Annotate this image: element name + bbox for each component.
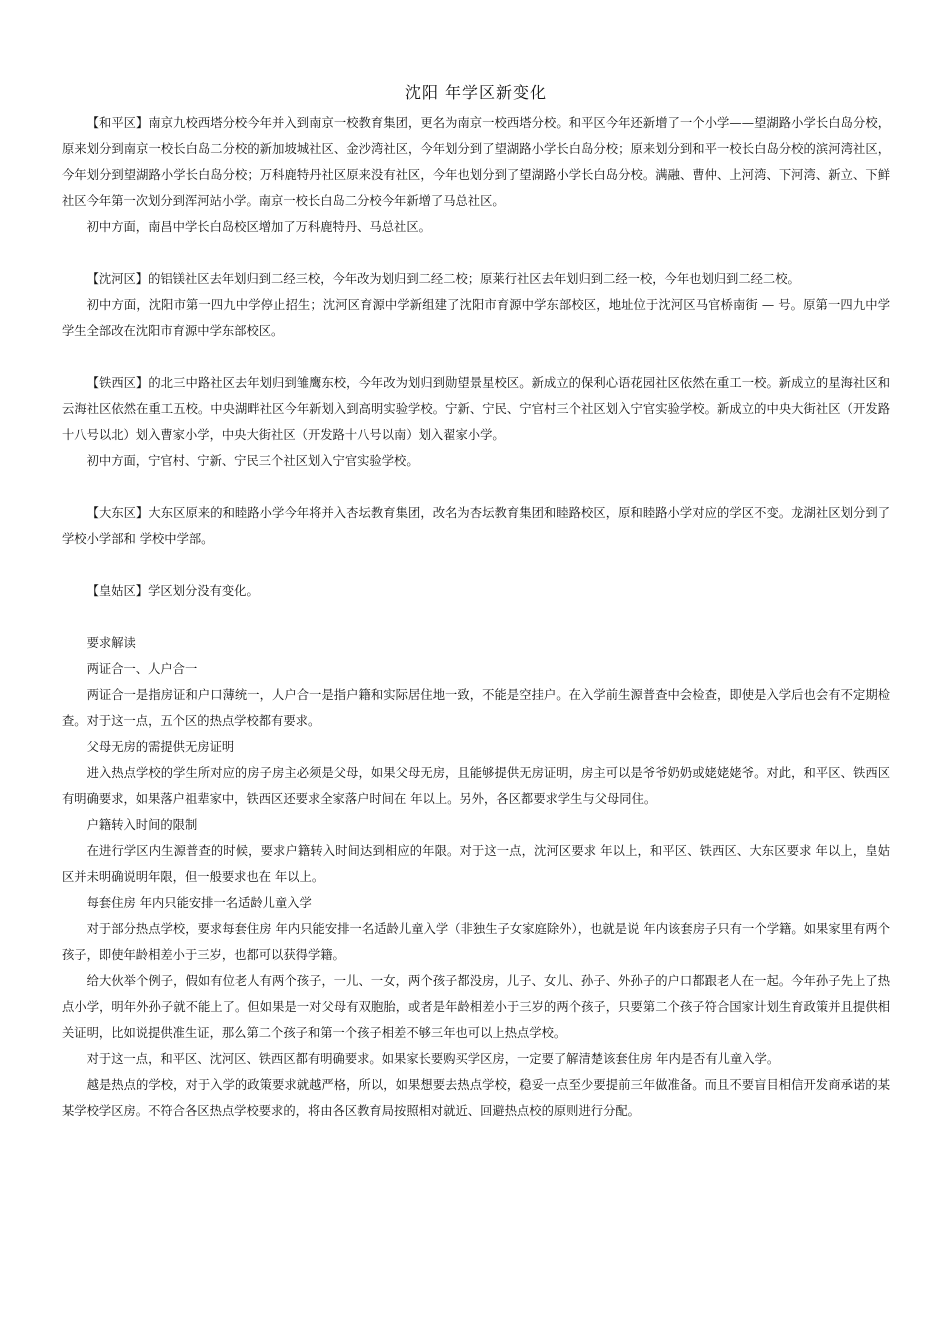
dadong-paragraph: 【大东区】大东区原来的和睦路小学今年将并入杏坛教育集团，改名为杏坛教育集团和睦路校区，原和睦路小学对应的学区不变。龙湖社区划分到了 学校小学部和 学校中学部。 (62, 506, 890, 546)
closing-paragraph: 越是热点的学校，对于入学的政策要求就越严格，所以，如果想要去热点学校，稳妥一点至少要提前三年做准备。而且不要盲目相信开发商承诺的某某学校学区房。不符合各区热点学校要求的，将由各区教育局按照相对就近、回避热点校的原则进行分配。 (62, 1078, 890, 1118)
requirement-4-text-1: 对于部分热点学校，要求每套住房 年内只能安排一名适龄儿童入学（非独生子女家庭除外），也就是说 年内该套房子只有一个学籍。如果家里有两个孩子，即使年龄相差小于三岁，也都可以获得学籍。 (62, 922, 890, 962)
section-spacer (62, 474, 890, 500)
page-title: 沈阳 年学区新变化 (404, 83, 548, 102)
heping-middle-school-paragraph: 初中方面，南昌中学长白岛校区增加了万科鹿特丹、马总社区。 (86, 220, 431, 234)
section-spacer (62, 240, 890, 266)
heping-paragraph: 【和平区】南京九校西塔分校今年并入到南京一校教育集团，更名为南京一校西塔分校。和平区今年还新增了一个小学——望湖路小学长白岛分校，原来划分到南京一校长白岛二分校的新加坡城社区、金沙湾社区，今年划分到了望湖路小学长白岛分校；原来划分到和平一校长白岛分校的滨河湾社区，今年划分到望湖路小学长白岛分校；万科鹿特丹社区原来没有社区，今年也划分到了望湖路小学长白岛分校。满融、曹仲、上河湾、下河湾、新立、下鲜社区今年第一次划分到浑河站小学。南京一校长白岛二分校今年新增了马总社区。 (62, 116, 890, 208)
requirement-4-text-3: 对于这一点，和平区、沈河区、铁西区都有明确要求。如果家长要购买学区房，一定要了解清楚该套住房 年内是否有儿童入学。 (86, 1052, 780, 1066)
tiexi-middle-school-paragraph: 初中方面，宁官村、宁新、宁民三个社区划入宁官实验学校。 (86, 454, 419, 468)
section-spacer (62, 604, 890, 630)
shenhe-middle-school-paragraph: 初中方面，沈阳市第一四九中学停止招生；沈河区育源中学新组建了沈阳市育源中学东部校区，地址位于沈河区马官桥南街 — 号。原第一四九中学学生全部改在沈阳市育源中学东部校区。 (62, 298, 890, 338)
requirements-heading: 要求解读 (86, 636, 136, 650)
shenhe-paragraph: 【沈河区】的铝镁社区去年划归到二经三校，今年改为划归到二经二校；原莱行社区去年划归到二经一校，今年也划归到二经二校。 (86, 272, 800, 286)
huanggu-paragraph: 【皇姑区】学区划分没有变化。 (86, 584, 259, 598)
section-spacer (62, 552, 890, 578)
document-page (62, 78, 890, 1124)
requirement-2-text: 进入热点学校的学生所对应的房子房主必须是父母，如果父母无房，且能够提供无房证明，房主可以是爷爷奶奶或姥姥姥爷。对此，和平区、铁西区有明确要求，如果落户祖辈家中，铁西区还要求全家落户时间在 年以上。另外，各区都要求学生与父母同住。 (62, 766, 890, 806)
requirement-1-title: 两证合一、人户合一 (86, 662, 198, 676)
requirement-3-title: 户籍转入时间的限制 (86, 818, 198, 832)
requirement-4-text-2: 给大伙举个例子，假如有位老人有两个孩子，一儿、一女，两个孩子都没房，儿子、女儿、孙子、外孙子的户口都跟老人在一起。今年孙子先上了热点小学，明年外孙子就不能上了。但如果是一对父母有双胞胎，或者是年龄相差小于三岁的两个孩子，只要第二个孩子符合国家计划生育政策并且提供相关证明，比如说提供准生证，那么第二个孩子和第一个孩子相差不够三年也可以上热点学校。 (62, 974, 890, 1040)
section-spacer (62, 344, 890, 370)
requirement-3-text: 在进行学区内生源普查的时候，要求户籍转入时间达到相应的年限。对于这一点，沈河区要求 年以上，和平区、铁西区、大东区要求 年以上，皇姑区并未明确说明年限，但一般要求也在 年以上。 (62, 844, 890, 884)
requirement-2-title: 父母无房的需提供无房证明 (86, 740, 235, 754)
requirement-1-text: 两证合一是指房证和户口薄统一，人户合一是指户籍和实际居住地一致，不能是空挂户。在入学前生源普查中会检查，即使是入学后也会有不定期检查。对于这一点，五个区的热点学校都有要求。 (62, 688, 890, 728)
requirement-4-title: 每套住房 年内只能安排一名适龄儿童入学 (86, 896, 312, 910)
tiexi-paragraph: 【铁西区】的北三中路社区去年划归到雏鹰东校，今年改为划归到勋望景星校区。新成立的保利心语花园社区依然在重工一校。新成立的星海社区和云海社区依然在重工五校。中央湖畔社区今年新划入到高明实验学校。宁新、宁民、宁官村三个社区划入宁官实验学校。新成立的中央大街社区（开发路十八号以北）划入曹家小学，中央大街社区（开发路十八号以南）划入翟家小学。 (62, 376, 890, 442)
